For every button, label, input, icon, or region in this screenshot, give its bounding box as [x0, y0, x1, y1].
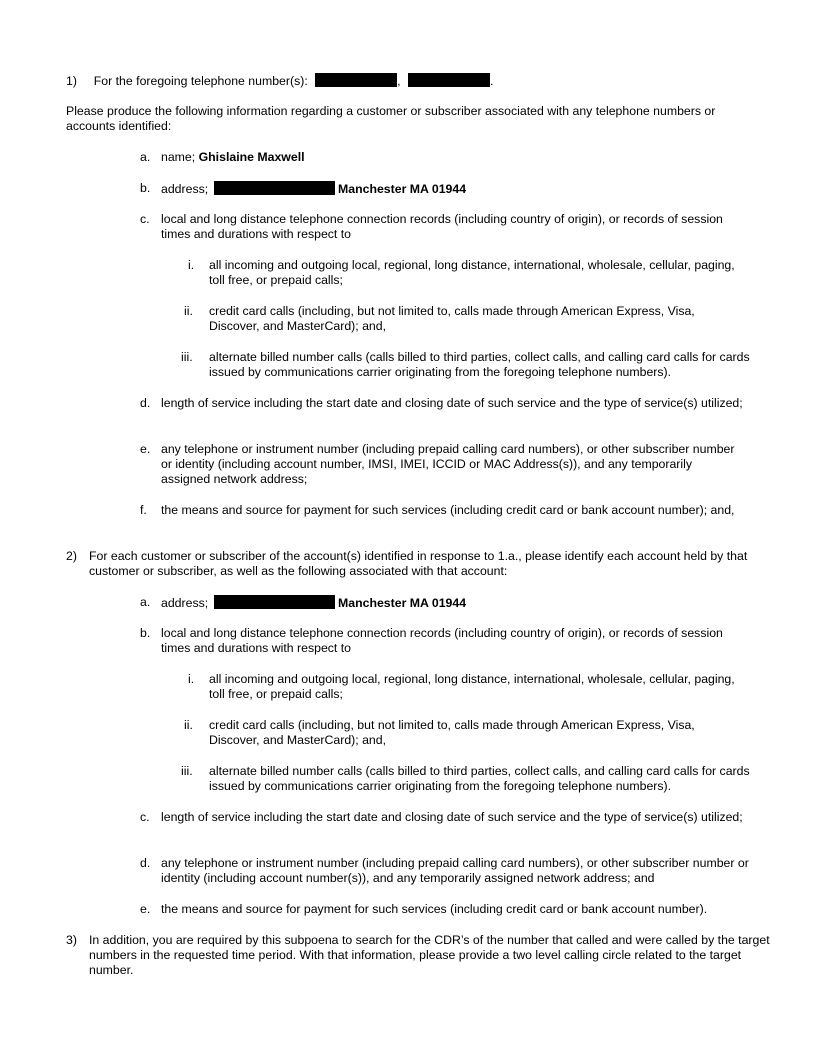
list-item	[140, 902, 780, 917]
subscriber-address: Manchester MA 01944	[338, 596, 467, 610]
item-text: the means and source for payment for such services (including credit card or bank account number); and,	[161, 503, 735, 517]
subscriber-address: Manchester MA 01944	[338, 182, 467, 196]
item-label: name;	[161, 150, 196, 164]
list-item	[140, 442, 760, 487]
item-text: alternate billed number calls (calls billed to third parties, collect calls, and calling card calls for cards issued by communications carrier originating from the foregoing telephone numbers).	[209, 350, 750, 379]
sub-list-item	[188, 258, 743, 288]
item-text: credit card calls (including, but not limited to, calls made through American Express, Visa, Discover, and MasterCard); and,	[209, 718, 695, 747]
list-item	[140, 856, 760, 886]
section-number: 1)	[66, 74, 77, 88]
section-2	[66, 549, 766, 579]
item-marker: ii.	[184, 304, 193, 318]
item-text: alternate billed number calls (calls billed to third parties, collect calls, and calling card calls for cards issued by communications carrier originating from the foregoing telephone numbers).	[209, 764, 750, 793]
item-marker: b.	[140, 181, 151, 195]
item-marker: f.	[140, 503, 147, 517]
list-item	[140, 212, 740, 242]
section-2-text: For each customer or subscriber of the account(s) identified in response to 1.a., please identify each account held by that customer or subscriber, as well as the following associated with that account:	[89, 549, 748, 578]
item-text: any telephone or instrument number (including prepaid calling card numbers), or other subscriber number or identity (including account number, IMSI, IMEI, ICCID or MAC Address(s)), and any temporarily assigned network address;	[161, 442, 735, 486]
item-marker: c.	[140, 212, 150, 226]
item-text: credit card calls (including, but not limited to, calls made through American Express, Visa, Discover, and MasterCard); and,	[209, 304, 695, 333]
item-label: address;	[161, 596, 209, 610]
item-marker: e.	[140, 442, 151, 456]
item-text: the means and source for payment for such services (including credit card or bank account number).	[161, 902, 708, 916]
redacted-address	[214, 181, 335, 195]
sub-list-item	[184, 304, 743, 334]
subscriber-name: Ghislaine Maxwell	[198, 150, 305, 164]
list-item	[140, 503, 760, 518]
item-marker: a.	[140, 150, 151, 164]
section-number: 3)	[66, 933, 77, 947]
list-item	[140, 810, 760, 825]
item-marker: d.	[140, 856, 151, 870]
item-marker: e.	[140, 902, 151, 916]
section-1-heading	[66, 73, 766, 89]
item-text: all incoming and outgoing local, regional, long distance, international, wholesale, cellular, paging, toll free, or prepaid calls;	[209, 258, 735, 287]
separator: ,	[397, 74, 401, 88]
item-marker: d.	[140, 396, 151, 410]
item-text: all incoming and outgoing local, regional, long distance, international, wholesale, cellular, paging, toll free, or prepaid calls;	[209, 672, 735, 701]
section-3-text: In addition, you are required by this subpoena to search for the CDR’s of the number that called and were called by the target numbers in the requested time period. With that information, please provide a two level calling circle related to the target number.	[89, 933, 770, 977]
sub-list-item	[188, 672, 743, 702]
section-number: 2)	[66, 549, 77, 563]
item-text: local and long distance telephone connection records (including country of origin), or records of session times and durations with respect to	[161, 212, 723, 241]
item-marker: iii.	[181, 350, 193, 364]
sub-list-item	[181, 764, 765, 794]
section-1-preface: Please produce the following information regarding a customer or subscriber associated with any telephone numbers or accounts identified:	[66, 104, 716, 133]
item-marker: b.	[140, 626, 151, 640]
sub-list-item	[184, 718, 743, 748]
item-marker: i.	[188, 672, 195, 686]
item-marker: ii.	[184, 718, 193, 732]
item-marker: i.	[188, 258, 195, 272]
item-marker: c.	[140, 810, 150, 824]
section-3	[66, 933, 771, 978]
redacted-phone-number	[408, 73, 490, 87]
item-marker: iii.	[181, 764, 193, 778]
list-item	[140, 396, 760, 411]
sub-list-item	[181, 350, 765, 380]
item-label: address;	[161, 182, 209, 196]
item-text: local and long distance telephone connection records (including country of origin), or records of session times and durations with respect to	[161, 626, 723, 655]
item-text: length of service including the start date and closing date of such service and the type of service(s) utilized;	[161, 396, 743, 410]
redacted-address	[214, 595, 335, 609]
period: .	[490, 74, 494, 88]
redacted-phone-number	[315, 73, 397, 87]
item-text: length of service including the start date and closing date of such service and the type of service(s) utilized;	[161, 810, 743, 824]
item-text: any telephone or instrument number (including prepaid calling card numbers), or other subscriber number or identity (including account number(s)), and any temporarily assigned network address; and	[161, 856, 749, 885]
section-1-intro: For the foregoing telephone number(s):	[93, 74, 308, 88]
list-item	[140, 626, 740, 656]
item-marker: a.	[140, 595, 151, 609]
